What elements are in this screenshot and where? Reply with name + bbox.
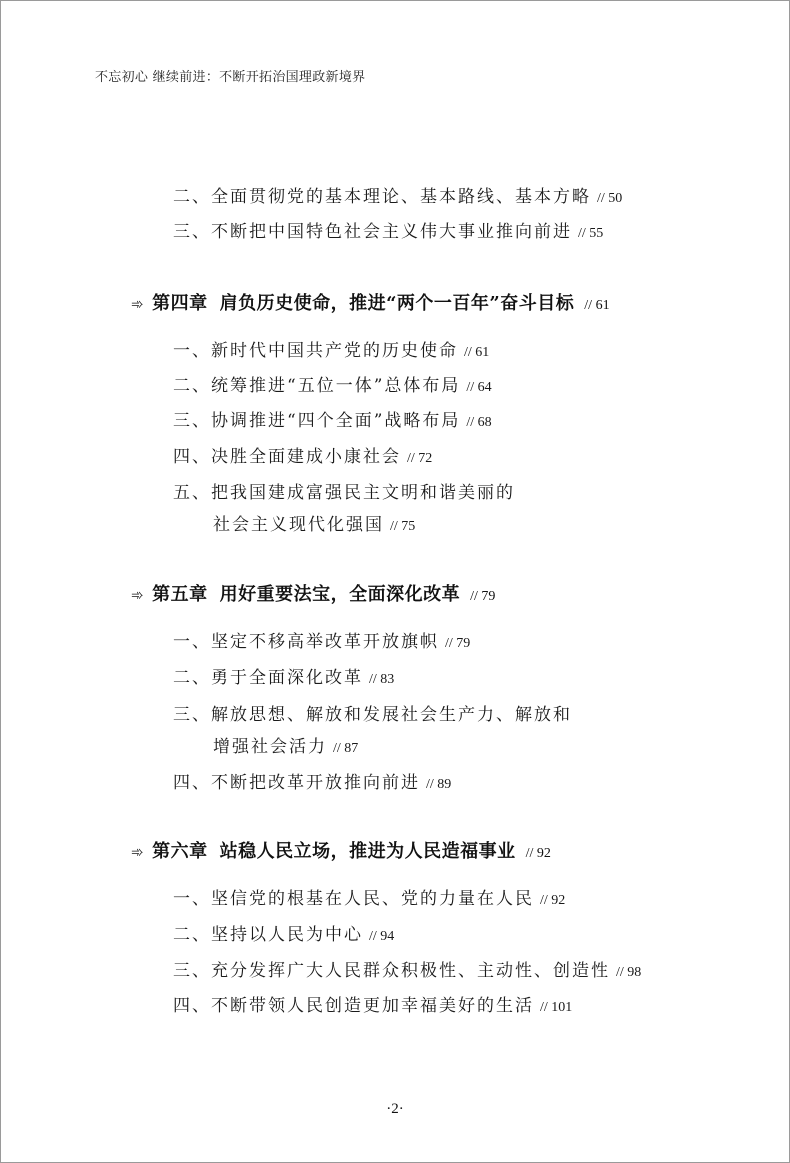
- running-header: 不忘初心 继续前进：不断开拓治国理政新境界: [95, 70, 366, 85]
- toc-entry: [173, 182, 622, 207]
- toc-entry: [173, 991, 572, 1016]
- chapter-page: // 79: [470, 589, 496, 604]
- entry-text: 二、坚持以人民为中心: [173, 925, 363, 945]
- toc-entry: [173, 663, 394, 688]
- chapter-title: 站稳人民立场，推进为人民造福事业: [219, 841, 516, 862]
- chapter-page: // 92: [525, 846, 551, 861]
- entry-page: // 61: [464, 345, 490, 360]
- entry-page: // 101: [540, 1000, 573, 1015]
- toc-entry-continuation: [213, 510, 415, 535]
- entry-page: // 89: [426, 777, 452, 792]
- entry-page: // 68: [466, 415, 492, 430]
- entry-page: // 94: [369, 929, 395, 944]
- toc-entry: [173, 371, 492, 396]
- toc-entry: [173, 406, 492, 431]
- entry-text: 一、新时代中国共产党的历史使命: [173, 341, 458, 361]
- toc-entry: [173, 442, 432, 467]
- entry-text: 三、解放思想、解放和发展社会生产力、解放和: [173, 705, 572, 725]
- entry-text: 四、不断带领人民创造更加幸福美好的生活: [173, 996, 534, 1016]
- chapter-heading: [131, 837, 551, 863]
- arrow-icon: ➾: [131, 586, 145, 604]
- entry-text: 三、协调推进“四个全面”战略布局: [173, 411, 461, 431]
- entry-page: // 87: [333, 741, 359, 756]
- entry-text: 四、不断把改革开放推向前进: [173, 773, 420, 793]
- arrow-icon: ➾: [131, 843, 145, 861]
- entry-page: // 75: [390, 519, 416, 534]
- entry-text: 二、全面贯彻党的基本理论、基本路线、基本方略: [173, 187, 591, 207]
- toc-entry: [173, 768, 451, 793]
- entry-page: // 83: [369, 672, 395, 687]
- entry-text: 三、不断把中国特色社会主义伟大事业推向前进: [173, 222, 572, 242]
- entry-page: // 72: [407, 451, 433, 466]
- entry-text: 二、统筹推进“五位一体”总体布局: [173, 376, 461, 396]
- entry-text: 增强社会活力: [213, 737, 327, 757]
- chapter-number: 第六章: [152, 841, 208, 862]
- chapter-heading: [131, 580, 495, 606]
- chapter-number: 第五章: [152, 584, 208, 605]
- toc-entry-continuation: [213, 732, 358, 757]
- chapter-title: 肩负历史使命，推进“两个一百年”奋斗目标: [219, 293, 575, 314]
- entry-page: // 92: [540, 893, 566, 908]
- entry-page: // 55: [578, 226, 604, 241]
- entry-page: // 79: [445, 636, 471, 651]
- toc-entry: [173, 700, 572, 725]
- entry-text: 四、决胜全面建成小康社会: [173, 447, 401, 467]
- toc-entry: [173, 627, 470, 652]
- page-number: ·2·: [386, 1101, 404, 1117]
- toc-entry: [173, 478, 515, 503]
- entry-text: 二、勇于全面深化改革: [173, 668, 363, 688]
- toc-entry: [173, 884, 565, 909]
- entry-text: 一、坚定不移高举改革开放旗帜: [173, 632, 439, 652]
- entry-text: 社会主义现代化强国: [213, 515, 384, 535]
- chapter-page: // 61: [584, 298, 610, 313]
- chapter-heading: [131, 289, 610, 315]
- entry-page: // 50: [597, 191, 623, 206]
- entry-page: // 98: [616, 965, 642, 980]
- arrow-icon: ➾: [131, 295, 145, 313]
- toc-entry: [173, 336, 489, 361]
- entry-page: // 64: [466, 380, 492, 395]
- chapter-number: 第四章: [152, 293, 208, 314]
- toc-entry: [173, 956, 641, 981]
- entry-text: 三、充分发挥广大人民群众积极性、主动性、创造性: [173, 961, 610, 981]
- toc-entry: [173, 217, 603, 242]
- chapter-title: 用好重要法宝，全面深化改革: [219, 584, 461, 605]
- entry-text: 一、坚信党的根基在人民、党的力量在人民: [173, 889, 534, 909]
- toc-entry: [173, 920, 394, 945]
- entry-text: 五、把我国建成富强民主文明和谐美丽的: [173, 483, 515, 503]
